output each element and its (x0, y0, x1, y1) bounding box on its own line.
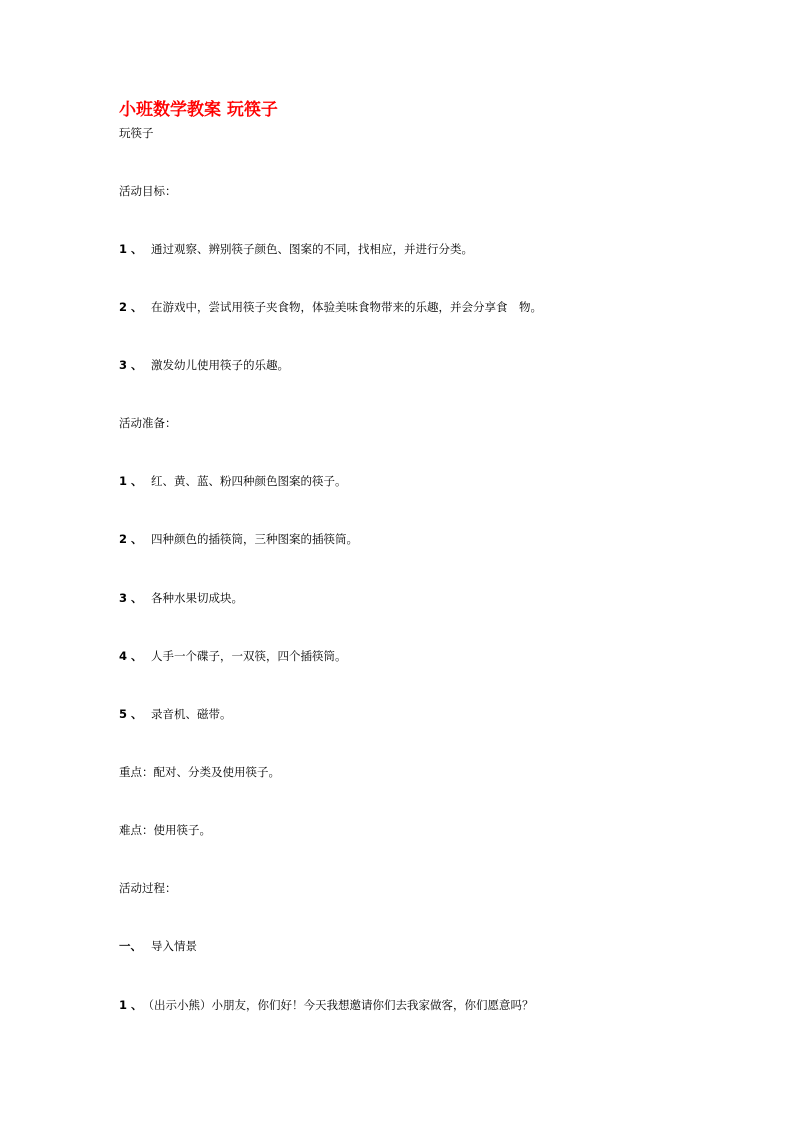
prep-number: 2 、 (119, 532, 143, 546)
goal-item-2 (119, 299, 542, 315)
prep-text: 录音机、磁带。 (151, 707, 232, 721)
process-step-1 (119, 997, 534, 1013)
process-heading: 活动过程： (119, 881, 177, 895)
step-text: （出示小熊）小朋友，你们好！今天我想邀请你们去我家做客，你们愿意吗？ (142, 998, 534, 1012)
document-subtitle: 玩筷子 (119, 126, 154, 140)
section-text: 导入情景 (151, 939, 197, 953)
prep-number: 5 、 (119, 707, 143, 721)
prep-text: 各种水果切成块。 (151, 591, 243, 605)
goal-number: 1 、 (119, 242, 143, 256)
document-title: 小班数学教案 玩筷子 (119, 100, 278, 120)
prep-number: 1 、 (119, 474, 143, 488)
prep-item-5 (119, 706, 232, 722)
goal-text: 通过观察、辨别筷子颜色、图案的不同，找相应，并进行分类。 (151, 242, 473, 256)
prep-item-3 (119, 590, 243, 606)
goal-item-3 (119, 357, 289, 373)
prep-item-2 (119, 531, 358, 547)
prep-text: 四种颜色的插筷筒，三种图案的插筷筒。 (151, 532, 358, 546)
section-heading-1 (119, 938, 197, 954)
section-number: 一、 (119, 939, 142, 953)
step-number: 1 、 (119, 998, 143, 1012)
goal-text: 在游戏中，尝试用筷子夹食物，体验美味食物带来的乐趣，并会分享食 物。 (151, 300, 542, 314)
prep-heading: 活动准备： (119, 416, 177, 430)
prep-item-1 (119, 473, 347, 489)
difficulty-point: 难点：使用筷子。 (119, 823, 211, 837)
prep-number: 4 、 (119, 649, 143, 663)
prep-item-4 (119, 648, 347, 664)
goal-text: 激发幼儿使用筷子的乐趣。 (151, 358, 289, 372)
goal-number: 2 、 (119, 300, 143, 314)
prep-number: 3 、 (119, 591, 143, 605)
goal-item-1 (119, 241, 473, 257)
goals-heading: 活动目标： (119, 184, 177, 198)
prep-text: 红、黄、蓝、粉四种颜色图案的筷子。 (151, 474, 347, 488)
key-point: 重点：配对、分类及使用筷子。 (119, 765, 280, 779)
prep-text: 人手一个碟子，一双筷，四个插筷筒。 (151, 649, 347, 663)
goal-number: 3 、 (119, 358, 143, 372)
